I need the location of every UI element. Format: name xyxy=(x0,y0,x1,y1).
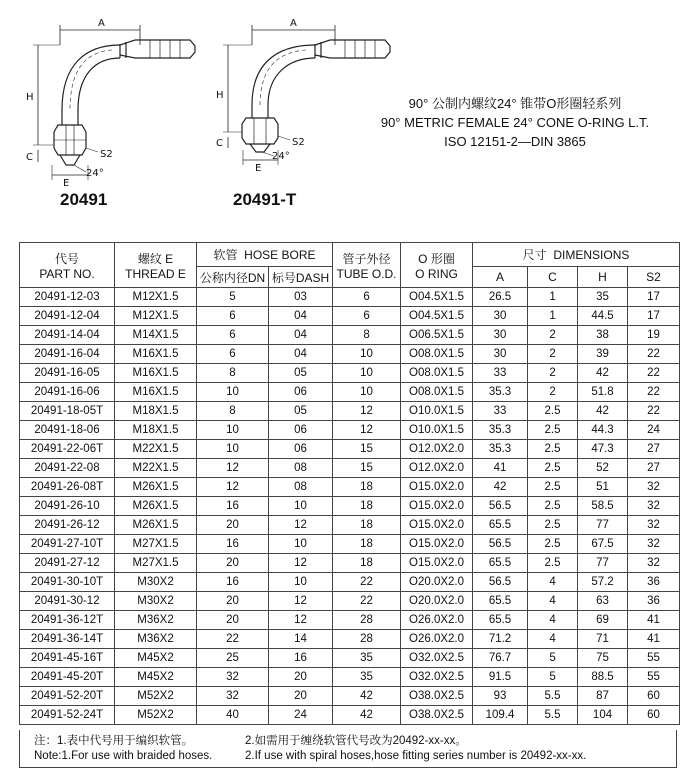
cell-dim-h: 104 xyxy=(578,706,628,725)
cell-dim-s2: 17 xyxy=(628,288,680,307)
cell-dim-c: 5 xyxy=(528,668,578,687)
cell-dim-s2: 32 xyxy=(628,497,680,516)
cell-hose-dn: 12 xyxy=(197,459,269,478)
cell-part-no: 20491-36-14T xyxy=(20,630,115,649)
cell-dim-h: 57.2 xyxy=(578,573,628,592)
cell-dim-h: 35 xyxy=(578,288,628,307)
cell-thread: M30X2 xyxy=(115,592,197,611)
cell-tube-od: 12 xyxy=(333,402,401,421)
cell-hose-dn: 16 xyxy=(197,573,269,592)
cell-hose-dash: 10 xyxy=(269,497,333,516)
title-en: 90° METRIC FEMALE 24° CONE O-RING L.T. xyxy=(380,115,650,130)
cell-dim-c: 2.5 xyxy=(528,459,578,478)
cell-dim-s2: 22 xyxy=(628,383,680,402)
cell-dim-a: 65.5 xyxy=(473,516,528,535)
title-cn: 90° 公制内螺纹24° 锥带O形圈轻系列 xyxy=(408,96,622,111)
elbow-drawing-left xyxy=(33,25,195,180)
cell-dim-c: 4 xyxy=(528,573,578,592)
cell-hose-dash: 05 xyxy=(269,402,333,421)
cell-o-ring: O06.5X1.5 xyxy=(401,326,473,345)
cell-hose-dash: 06 xyxy=(269,440,333,459)
col-a: A xyxy=(473,267,528,288)
cell-o-ring: O38.0X2.5 xyxy=(401,706,473,725)
cell-o-ring: O08.0X1.5 xyxy=(401,364,473,383)
cell-part-no: 20491-52-24T xyxy=(20,706,115,725)
col-tube-od: 管子外径 TUBE O.D. xyxy=(333,243,401,288)
cell-dim-a: 56.5 xyxy=(473,497,528,516)
cell-tube-od: 18 xyxy=(333,535,401,554)
dim-e-right: E xyxy=(255,163,262,174)
cell-dim-h: 77 xyxy=(578,516,628,535)
table-row xyxy=(20,706,680,725)
cell-thread: M18X1.5 xyxy=(115,402,197,421)
cell-part-no: 20491-26-10 xyxy=(20,497,115,516)
cell-tube-od: 42 xyxy=(333,706,401,725)
cell-thread: M18X1.5 xyxy=(115,421,197,440)
cell-dim-a: 91.5 xyxy=(473,668,528,687)
cell-dim-a: 76.7 xyxy=(473,649,528,668)
dim-e-left: E xyxy=(63,178,70,189)
cell-hose-dn: 12 xyxy=(197,478,269,497)
cell-thread: M36X2 xyxy=(115,630,197,649)
col-hose-bore: 软管 HOSE BORE xyxy=(197,243,333,267)
table-row xyxy=(20,497,680,516)
cell-tube-od: 18 xyxy=(333,478,401,497)
cell-dim-h: 71 xyxy=(578,630,628,649)
cell-dim-a: 42 xyxy=(473,478,528,497)
col-c: C xyxy=(528,267,578,288)
cell-tube-od: 10 xyxy=(333,345,401,364)
cell-part-no: 20491-27-10T xyxy=(20,535,115,554)
cell-part-no: 20491-22-08 xyxy=(20,459,115,478)
cell-dim-h: 51.8 xyxy=(578,383,628,402)
dim-c-right: C xyxy=(216,138,223,149)
cell-thread: M45X2 xyxy=(115,649,197,668)
dim-angle-left: 24° xyxy=(86,168,104,179)
cell-thread: M22X1.5 xyxy=(115,459,197,478)
col-s2: S2 xyxy=(628,267,680,288)
cell-thread: M12X1.5 xyxy=(115,288,197,307)
col-o-ring: O 形圈 O RING xyxy=(401,243,473,288)
cell-dim-h: 58.5 xyxy=(578,497,628,516)
cell-part-no: 20491-14-04 xyxy=(20,326,115,345)
cell-dim-a: 65.5 xyxy=(473,592,528,611)
cell-hose-dash: 20 xyxy=(269,687,333,706)
cell-o-ring: O08.0X1.5 xyxy=(401,383,473,402)
cell-hose-dash: 05 xyxy=(269,364,333,383)
note-cn-1: 注：1.表中代号用于编织软管。 xyxy=(34,735,194,747)
table-row xyxy=(20,307,680,326)
cell-o-ring: O20.0X2.0 xyxy=(401,592,473,611)
cell-dim-a: 41 xyxy=(473,459,528,478)
cell-tube-od: 35 xyxy=(333,668,401,687)
cell-dim-h: 47.3 xyxy=(578,440,628,459)
cell-o-ring: O12.0X2.0 xyxy=(401,459,473,478)
col-thread: 螺纹 E THREAD E xyxy=(115,243,197,288)
cell-dim-c: 2 xyxy=(528,345,578,364)
cell-dim-c: 1 xyxy=(528,288,578,307)
notes-box xyxy=(19,730,677,768)
cell-dim-a: 35.3 xyxy=(473,440,528,459)
cell-hose-dn: 10 xyxy=(197,440,269,459)
cell-dim-h: 44.5 xyxy=(578,307,628,326)
cell-dim-h: 42 xyxy=(578,402,628,421)
table-row xyxy=(20,478,680,497)
cell-hose-dn: 32 xyxy=(197,687,269,706)
cell-hose-dash: 12 xyxy=(269,516,333,535)
cell-dim-s2: 32 xyxy=(628,554,680,573)
cell-dim-h: 38 xyxy=(578,326,628,345)
cell-dim-h: 52 xyxy=(578,459,628,478)
table-row xyxy=(20,554,680,573)
cell-part-no: 20491-26-12 xyxy=(20,516,115,535)
cell-hose-dash: 06 xyxy=(269,383,333,402)
cell-dim-s2: 24 xyxy=(628,421,680,440)
cell-dim-a: 56.5 xyxy=(473,573,528,592)
cell-o-ring: O12.0X2.0 xyxy=(401,440,473,459)
cell-part-no: 20491-12-03 xyxy=(20,288,115,307)
cell-dim-h: 39 xyxy=(578,345,628,364)
cell-o-ring: O15.0X2.0 xyxy=(401,554,473,573)
cell-hose-dn: 32 xyxy=(197,668,269,687)
cell-o-ring: O04.5X1.5 xyxy=(401,307,473,326)
cell-hose-dn: 10 xyxy=(197,421,269,440)
cell-thread: M26X1.5 xyxy=(115,497,197,516)
cell-thread: M26X1.5 xyxy=(115,516,197,535)
cell-o-ring: O15.0X2.0 xyxy=(401,478,473,497)
cell-tube-od: 22 xyxy=(333,573,401,592)
cell-thread: M26X1.5 xyxy=(115,478,197,497)
cell-dim-c: 2 xyxy=(528,364,578,383)
cell-dim-c: 4 xyxy=(528,630,578,649)
cell-hose-dn: 40 xyxy=(197,706,269,725)
cell-dim-c: 5 xyxy=(528,649,578,668)
table-row xyxy=(20,383,680,402)
cell-dim-c: 5.5 xyxy=(528,706,578,725)
cell-dim-s2: 55 xyxy=(628,668,680,687)
col-dn: 公称内径DN xyxy=(197,267,269,288)
dim-angle-right: 24° xyxy=(272,151,290,162)
cell-dim-c: 2.5 xyxy=(528,535,578,554)
cell-dim-a: 30 xyxy=(473,345,528,364)
figure-label-left: 20491 xyxy=(60,190,108,209)
col-h: H xyxy=(578,267,628,288)
cell-thread: M16X1.5 xyxy=(115,383,197,402)
table-row xyxy=(20,364,680,383)
cell-dim-s2: 32 xyxy=(628,535,680,554)
cell-tube-od: 35 xyxy=(333,649,401,668)
cell-dim-a: 33 xyxy=(473,402,528,421)
cell-o-ring: O38.0X2.5 xyxy=(401,687,473,706)
cell-part-no: 20491-18-06 xyxy=(20,421,115,440)
cell-hose-dash: 12 xyxy=(269,592,333,611)
cell-part-no: 20491-18-05T xyxy=(20,402,115,421)
cell-o-ring: O26.0X2.0 xyxy=(401,630,473,649)
cell-dim-c: 5.5 xyxy=(528,687,578,706)
cell-tube-od: 42 xyxy=(333,687,401,706)
cell-tube-od: 10 xyxy=(333,364,401,383)
cell-dim-c: 2.5 xyxy=(528,402,578,421)
cell-part-no: 20491-16-05 xyxy=(20,364,115,383)
cell-thread: M45X2 xyxy=(115,668,197,687)
cell-dim-h: 67.5 xyxy=(578,535,628,554)
cell-dim-s2: 60 xyxy=(628,687,680,706)
cell-dim-s2: 32 xyxy=(628,478,680,497)
col-dimensions: 尺寸 DIMENSIONS xyxy=(473,243,680,267)
cell-part-no: 20491-22-06T xyxy=(20,440,115,459)
table-row xyxy=(20,345,680,364)
cell-o-ring: O32.0X2.5 xyxy=(401,649,473,668)
table-header-row-1 xyxy=(20,243,680,267)
cell-hose-dash: 14 xyxy=(269,630,333,649)
cell-dim-c: 2.5 xyxy=(528,497,578,516)
cell-dim-h: 75 xyxy=(578,649,628,668)
table-row xyxy=(20,649,680,668)
cell-dim-a: 26.5 xyxy=(473,288,528,307)
cell-o-ring: O15.0X2.0 xyxy=(401,497,473,516)
cell-dim-h: 51 xyxy=(578,478,628,497)
table-row xyxy=(20,516,680,535)
cell-part-no: 20491-30-10T xyxy=(20,573,115,592)
cell-dim-c: 2.5 xyxy=(528,478,578,497)
cell-dim-s2: 19 xyxy=(628,326,680,345)
cell-dim-a: 35.3 xyxy=(473,383,528,402)
cell-thread: M14X1.5 xyxy=(115,326,197,345)
table-row xyxy=(20,687,680,706)
cell-thread: M12X1.5 xyxy=(115,307,197,326)
cell-dim-a: 35.3 xyxy=(473,421,528,440)
cell-part-no: 20491-12-04 xyxy=(20,307,115,326)
cell-dim-s2: 27 xyxy=(628,440,680,459)
note-cn-2: 2.如需用于缠绕软管代号改为20492-xx-xx。 xyxy=(245,735,467,747)
cell-hose-dn: 6 xyxy=(197,326,269,345)
table-row xyxy=(20,421,680,440)
table-row xyxy=(20,630,680,649)
cell-thread: M22X1.5 xyxy=(115,440,197,459)
cell-part-no: 20491-30-12 xyxy=(20,592,115,611)
cell-hose-dn: 20 xyxy=(197,592,269,611)
cell-part-no: 20491-52-20T xyxy=(20,687,115,706)
cell-tube-od: 22 xyxy=(333,592,401,611)
cell-hose-dn: 20 xyxy=(197,516,269,535)
cell-hose-dash: 08 xyxy=(269,459,333,478)
cell-thread: M30X2 xyxy=(115,573,197,592)
cell-part-no: 20491-26-08T xyxy=(20,478,115,497)
cell-dim-s2: 41 xyxy=(628,611,680,630)
table-row xyxy=(20,535,680,554)
table-row xyxy=(20,440,680,459)
cell-tube-od: 15 xyxy=(333,440,401,459)
cell-dim-s2: 60 xyxy=(628,706,680,725)
cell-tube-od: 12 xyxy=(333,421,401,440)
cell-dim-s2: 17 xyxy=(628,307,680,326)
cell-dim-a: 30 xyxy=(473,307,528,326)
cell-hose-dash: 12 xyxy=(269,611,333,630)
table-body xyxy=(20,288,680,725)
cell-hose-dash: 20 xyxy=(269,668,333,687)
cell-dim-s2: 32 xyxy=(628,516,680,535)
cell-dim-c: 2.5 xyxy=(528,421,578,440)
cell-dim-c: 1 xyxy=(528,307,578,326)
cell-hose-dash: 08 xyxy=(269,478,333,497)
cell-thread: M52X2 xyxy=(115,687,197,706)
cell-hose-dn: 16 xyxy=(197,497,269,516)
cell-dim-c: 2 xyxy=(528,326,578,345)
cell-o-ring: O32.0X2.5 xyxy=(401,668,473,687)
cell-dim-h: 88.5 xyxy=(578,668,628,687)
cell-o-ring: O10.0X1.5 xyxy=(401,402,473,421)
cell-dim-c: 4 xyxy=(528,611,578,630)
dim-s2-left: S2 xyxy=(100,149,113,160)
cell-dim-h: 69 xyxy=(578,611,628,630)
cell-hose-dash: 16 xyxy=(269,649,333,668)
cell-dim-a: 71.2 xyxy=(473,630,528,649)
table-row xyxy=(20,402,680,421)
cell-hose-dn: 20 xyxy=(197,611,269,630)
col-dash: 标号DASH xyxy=(269,267,333,288)
cell-dim-s2: 36 xyxy=(628,592,680,611)
cell-dim-c: 2 xyxy=(528,383,578,402)
cell-hose-dn: 8 xyxy=(197,402,269,421)
cell-hose-dn: 16 xyxy=(197,535,269,554)
table-row xyxy=(20,611,680,630)
specification-table xyxy=(19,242,680,725)
notes-cn xyxy=(34,734,668,749)
cell-dim-a: 30 xyxy=(473,326,528,345)
cell-tube-od: 18 xyxy=(333,497,401,516)
title-standard: ISO 12151-2—DIN 3865 xyxy=(444,134,586,149)
cell-o-ring: O26.0X2.0 xyxy=(401,611,473,630)
figure-label-right: 20491-T xyxy=(233,190,297,209)
cell-part-no: 20491-16-04 xyxy=(20,345,115,364)
cell-dim-s2: 22 xyxy=(628,402,680,421)
cell-hose-dn: 20 xyxy=(197,554,269,573)
cell-dim-c: 4 xyxy=(528,592,578,611)
cell-hose-dash: 04 xyxy=(269,345,333,364)
cell-dim-a: 56.5 xyxy=(473,535,528,554)
note-en-1: Note:1.For use with braided hoses. xyxy=(34,750,213,762)
cell-dim-s2: 22 xyxy=(628,364,680,383)
cell-thread: M27X1.5 xyxy=(115,535,197,554)
cell-tube-od: 18 xyxy=(333,516,401,535)
notes-en xyxy=(34,749,668,764)
cell-dim-s2: 41 xyxy=(628,630,680,649)
table-row xyxy=(20,592,680,611)
cell-dim-s2: 55 xyxy=(628,649,680,668)
cell-part-no: 20491-45-20T xyxy=(20,668,115,687)
cell-hose-dn: 6 xyxy=(197,307,269,326)
cell-dim-h: 77 xyxy=(578,554,628,573)
cell-part-no: 20491-27-12 xyxy=(20,554,115,573)
note-en-2: 2.If use with spiral hoses,hose fitting series number is 20492-xx-xx. xyxy=(245,750,587,762)
cell-dim-a: 33 xyxy=(473,364,528,383)
cell-hose-dash: 06 xyxy=(269,421,333,440)
cell-hose-dn: 22 xyxy=(197,630,269,649)
cell-tube-od: 10 xyxy=(333,383,401,402)
cell-dim-a: 65.5 xyxy=(473,554,528,573)
cell-thread: M27X1.5 xyxy=(115,554,197,573)
cell-dim-c: 2.5 xyxy=(528,516,578,535)
dim-a-left: A xyxy=(98,18,105,29)
cell-hose-dn: 10 xyxy=(197,383,269,402)
table-row xyxy=(20,459,680,478)
cell-tube-od: 8 xyxy=(333,326,401,345)
cell-o-ring: O08.0X1.5 xyxy=(401,345,473,364)
table-row xyxy=(20,326,680,345)
cell-dim-s2: 22 xyxy=(628,345,680,364)
series-title xyxy=(355,94,675,151)
dim-a-right: A xyxy=(290,18,297,29)
cell-tube-od: 6 xyxy=(333,307,401,326)
cell-thread: M52X2 xyxy=(115,706,197,725)
cell-dim-a: 65.5 xyxy=(473,611,528,630)
col-part: 代号 PART NO. xyxy=(20,243,115,288)
cell-o-ring: O15.0X2.0 xyxy=(401,535,473,554)
cell-dim-s2: 36 xyxy=(628,573,680,592)
dim-h-right: H xyxy=(216,90,224,101)
table-row xyxy=(20,668,680,687)
cell-hose-dash: 10 xyxy=(269,535,333,554)
cell-part-no: 20491-36-12T xyxy=(20,611,115,630)
cell-dim-h: 87 xyxy=(578,687,628,706)
cell-dim-a: 109.4 xyxy=(473,706,528,725)
cell-thread: M36X2 xyxy=(115,611,197,630)
cell-hose-dash: 04 xyxy=(269,326,333,345)
cell-hose-dn: 25 xyxy=(197,649,269,668)
cell-hose-dash: 12 xyxy=(269,554,333,573)
cell-part-no: 20491-16-06 xyxy=(20,383,115,402)
cell-dim-c: 2.5 xyxy=(528,554,578,573)
cell-tube-od: 6 xyxy=(333,288,401,307)
dim-c-left: C xyxy=(26,152,33,163)
table-row xyxy=(20,573,680,592)
cell-tube-od: 15 xyxy=(333,459,401,478)
cell-thread: M16X1.5 xyxy=(115,364,197,383)
cell-dim-s2: 27 xyxy=(628,459,680,478)
cell-o-ring: O04.5X1.5 xyxy=(401,288,473,307)
cell-dim-h: 42 xyxy=(578,364,628,383)
cell-hose-dn: 5 xyxy=(197,288,269,307)
cell-hose-dash: 03 xyxy=(269,288,333,307)
cell-o-ring: O10.0X1.5 xyxy=(401,421,473,440)
cell-tube-od: 28 xyxy=(333,611,401,630)
cell-o-ring: O20.0X2.0 xyxy=(401,573,473,592)
table-row xyxy=(20,288,680,307)
cell-hose-dash: 24 xyxy=(269,706,333,725)
dim-h-left: H xyxy=(26,92,34,103)
cell-hose-dn: 6 xyxy=(197,345,269,364)
cell-hose-dash: 04 xyxy=(269,307,333,326)
cell-tube-od: 28 xyxy=(333,630,401,649)
cell-dim-h: 63 xyxy=(578,592,628,611)
cell-part-no: 20491-45-16T xyxy=(20,649,115,668)
cell-o-ring: O15.0X2.0 xyxy=(401,516,473,535)
cell-dim-a: 93 xyxy=(473,687,528,706)
cell-hose-dash: 10 xyxy=(269,573,333,592)
cell-thread: M16X1.5 xyxy=(115,345,197,364)
cell-tube-od: 18 xyxy=(333,554,401,573)
cell-hose-dn: 8 xyxy=(197,364,269,383)
dim-s2-right: S2 xyxy=(292,137,305,148)
cell-dim-c: 2.5 xyxy=(528,440,578,459)
cell-dim-h: 44.3 xyxy=(578,421,628,440)
